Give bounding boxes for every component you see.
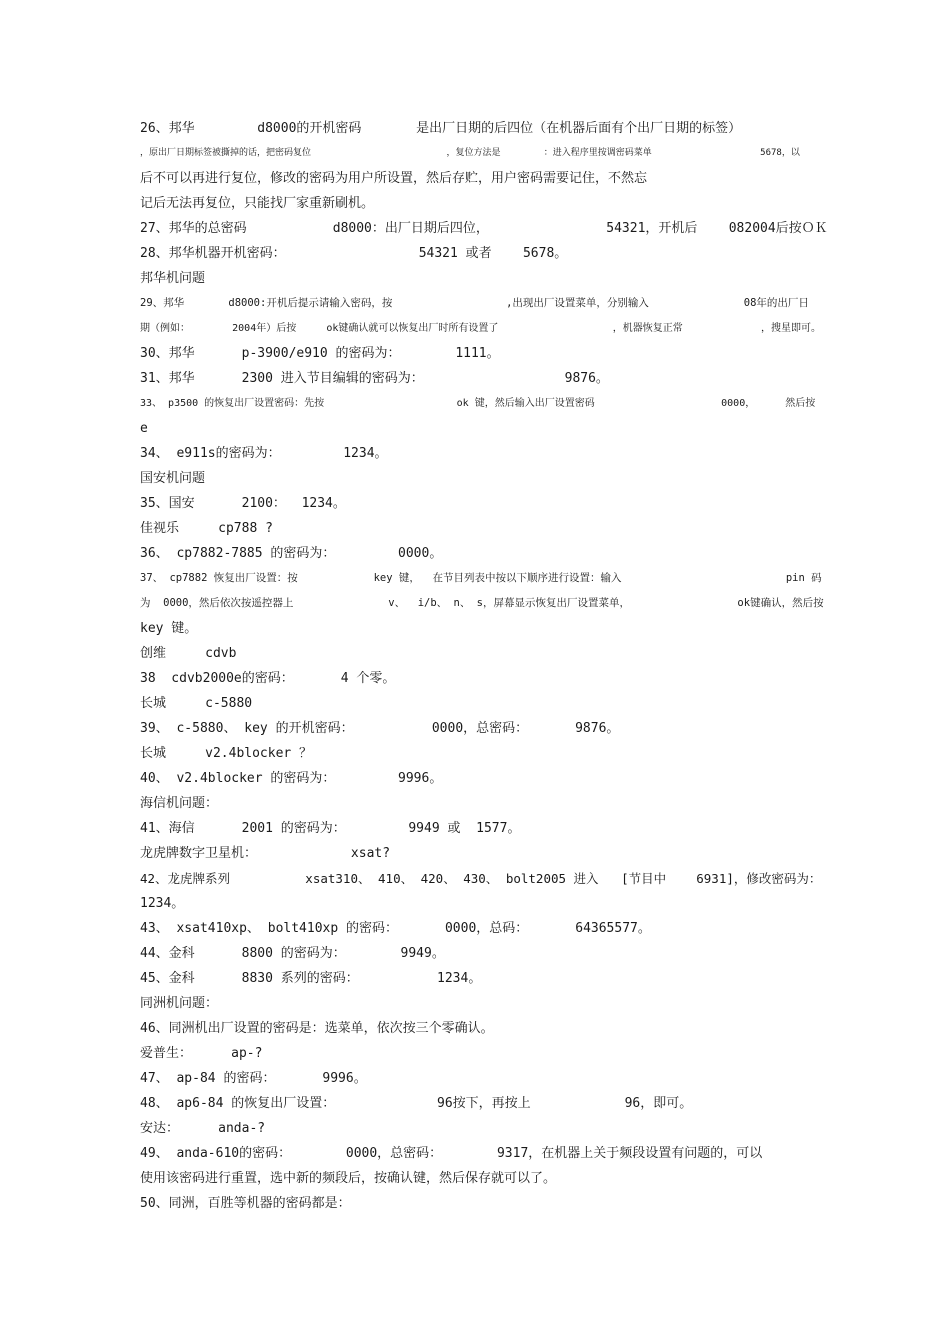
- text-line: 40、 v2.4blocker 的密码为： 9996。: [140, 771, 443, 786]
- text-line: 36、 cp7882-7885 的密码为： 0000。: [140, 546, 443, 561]
- text-line: 26、邦华 d8000的开机密码 是出厂日期的后四位（在机器后面有个出厂日期的标签）: [140, 121, 742, 136]
- text-line: 29、邦华 d8000:开机后提示请输入密码，按 ,出现出厂设置菜单，分别输入 08年的出厂日: [140, 297, 809, 309]
- text-line: 后不可以再进行复位，修改的密码为用户所设置，然后存贮，用户密码需要记住，不然忘: [140, 171, 648, 186]
- text-line: 37、 cp7882 恢复出厂设置：按 key 键， 在节目列表中按以下顺序进行设置：输入 pin 码: [140, 572, 822, 584]
- text-line: ，原出厂日期标签被撕掉的话，把密码复位 ，复位方法是 ：进入程序里按调密码菜单 5678，以: [140, 148, 800, 158]
- text-line: 为 0000，然后依次按遥控器上 v、 i/b、 n、 s，屏幕显示恢复出厂设置菜单， ok键确认，然后按: [140, 597, 824, 609]
- text-line: 使用该密码进行重置，选中新的频段后，按确认键，然后保存就可以了。: [140, 1171, 557, 1186]
- section-heading: 龙虎牌数字卫星机： xsat?: [140, 846, 391, 861]
- section-heading: 海信机问题：: [140, 796, 219, 811]
- text-line: 1234。: [140, 896, 185, 911]
- section-heading: 同洲机问题：: [140, 996, 219, 1011]
- section-heading: 爱普生： ap-?: [140, 1046, 263, 1061]
- text-line: 30、邦华 p-3900/e910 的密码为： 1111。: [140, 346, 500, 361]
- text-line: 33、 p3500 的恢复出厂设置密码：先按 ok 键，然后输入出厂设置密码 0000， 然后按: [140, 398, 816, 409]
- text-line: 31、邦华 2300 进入节目编辑的密码为： 9876。: [140, 371, 609, 386]
- text-line: 期（例如： 2004年）后按 ok键确认就可以恢复出厂时所有设置了 ，机器恢复正常 ，搜星即可。: [140, 323, 822, 334]
- text-line: key 键。: [140, 621, 198, 636]
- text-line: 43、 xsat410xp、 bolt410xp 的密码： 0000，总码： 64365577。: [140, 921, 651, 936]
- text-line: 34、 e911s的密码为： 1234。: [140, 446, 388, 461]
- section-heading: 长城 v2.4blocker ？: [140, 746, 313, 761]
- text-line: 45、金科 8830 系列的密码： 1234。: [140, 971, 482, 986]
- section-heading: 长城 c-5880: [140, 696, 253, 711]
- text-line: 49、 anda-610的密码： 0000，总密码： 9317，在机器上关于频段设置有问题的，可以: [140, 1146, 763, 1161]
- section-heading: 安达： anda-?: [140, 1121, 266, 1136]
- text-line: 48、 ap6-84 的恢复出厂设置： 96按下，再按上 96，即可。: [140, 1096, 693, 1111]
- text-line: 38 cdvb2000e的密码： 4 个零。: [140, 671, 396, 686]
- section-heading: 国安机问题: [140, 471, 206, 486]
- text-line: 46、同洲机出厂设置的密码是：选菜单，依次按三个零确认。: [140, 1021, 494, 1036]
- section-heading: 邦华机问题: [140, 271, 206, 286]
- text-line: 44、金科 8800 的密码为： 9949。: [140, 946, 445, 961]
- text-line: 28、邦华机器开机密码： 54321 或者 5678。: [140, 246, 568, 261]
- section-heading: 创维 cdvb: [140, 646, 237, 661]
- text-line: 50、同洲，百胜等机器的密码都是：: [140, 1196, 351, 1211]
- text-line: 39、 c-5880、 key 的开机密码： 0000，总密码： 9876。: [140, 721, 620, 736]
- text-line: e: [140, 421, 148, 436]
- section-heading: 佳视乐 cp788 ?: [140, 521, 273, 536]
- text-line: 记后无法再复位，只能找厂家重新刷机。: [140, 196, 375, 211]
- text-line: 41、海信 2001 的密码为： 9949 或 1577。: [140, 821, 521, 836]
- text-line: 27、邦华的总密码 d8000：出厂日期后四位， 54321，开机后 082004后按ＯＫ: [140, 221, 828, 236]
- text-line: 42、龙虎牌系列 xsat310、 410、 420、 430、 bolt2005 进入 [节目中 6931]，修改密码为：: [140, 871, 822, 886]
- text-line: 47、 ap-84 的密码： 9996。: [140, 1071, 367, 1086]
- text-line: 35、国安 2100： 1234。: [140, 496, 346, 511]
